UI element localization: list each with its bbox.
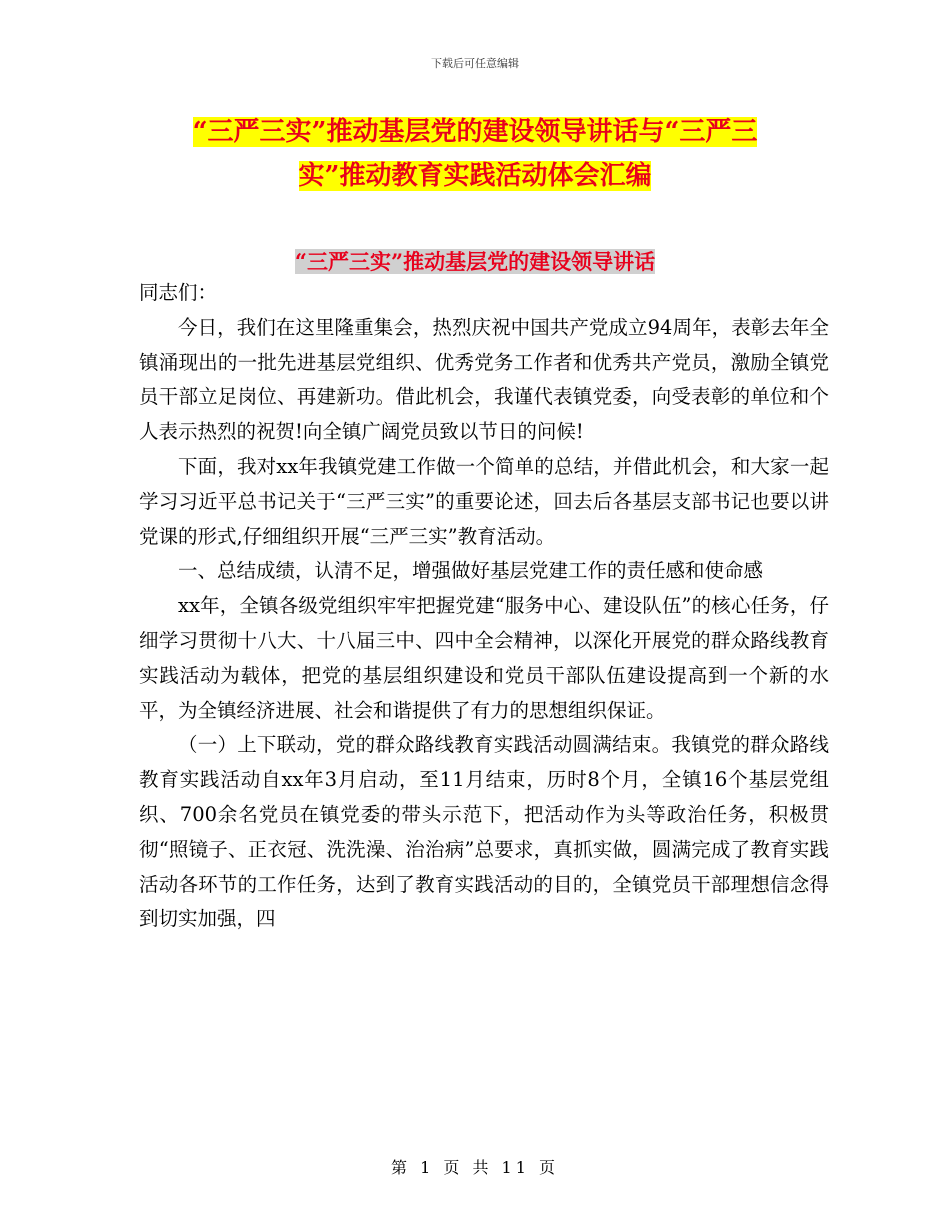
- section-title: [0, 247, 950, 277]
- paragraph: 下面，我对xx年我镇党建工作做一个简单的总结，并借此机会，和大家一起学习习近平总书记关于“三严三实”的重要论述，回去后各基层支部书记也要以讲党课的形式,仔细组织开展“三严三实”教育活动。: [139, 454, 829, 548]
- salutation: 同志们：: [139, 281, 218, 304]
- page-footer: 第 1 页 共 11 页: [391, 1158, 559, 1177]
- body-text: [139, 276, 829, 937]
- document-title-line-1: “三严三实”推动基层党的建设领导讲话与“三严三: [192, 117, 758, 147]
- paragraph: （一）上下联动，党的群众路线教育实践活动圆满结束。我镇党的群众路线教育实践活动自xx年3月启动，至11月结束，历时8个月，全镇16个基层党组织、700余名党员在镇党委的带头示范下，把活动作为头等政治任务，积极贯彻“照镜子、正衣冠、洗洗澡、治治病”总要求，真抓实做，圆满完成了教育实践活动各环节的工作任务，达到了教育实践活动的目的，全镇党员干部理想信念得到切实加强，四: [139, 733, 829, 931]
- document-title: [130, 110, 820, 198]
- section-title-text: “三严三实”推动基层党的建设领导讲话: [294, 249, 656, 274]
- header-note: 下载后可任意编辑: [431, 57, 519, 70]
- paragraph: xx年，全镇各级党组织牢牢把握党建“服务中心、建设队伍”的核心任务，仔细学习贯彻十八大、十八届三中、四中全会精神，以深化开展党的群众路线教育实践活动为载体，把党的基层组织建设和党员干部队伍建设提高到一个新的水平，为全镇经济进展、社会和谐提供了有力的思想组织保证。: [139, 594, 829, 722]
- document-title-line-2: 实”推动教育实践活动体会汇编: [298, 161, 652, 191]
- paragraph: 今日，我们在这里隆重集会，热烈庆祝中国共产党成立94周年，表彰去年全镇涌现出的一批先进基层党组织、优秀党务工作者和优秀共产党员，激励全镇党员干部立足岗位、再建新功。借此机会，我谨代表镇党委，向受表彰的单位和个人表示热烈的祝贺!向全镇广阔党员致以节日的问候!: [139, 315, 829, 444]
- section-heading: 一、总结成绩，认清不足，增强做好基层党建工作的责任感和使命感: [178, 559, 764, 583]
